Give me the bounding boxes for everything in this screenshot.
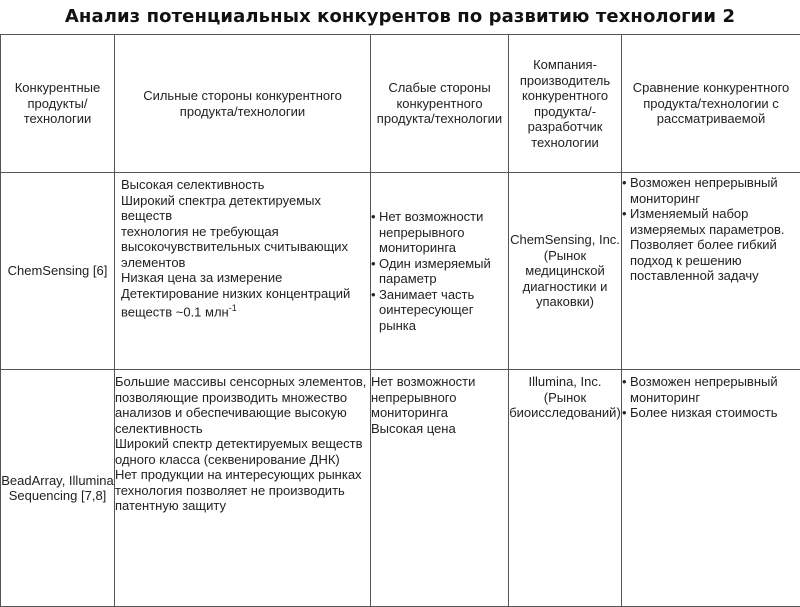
strength-item: Низкая цена за измерение (121, 270, 368, 286)
strength-item: Нет продукции на интересующих рынках (115, 467, 368, 483)
weaknesses-cell (371, 173, 509, 370)
comparison-item: • Более низкая стоимость (622, 405, 800, 421)
header-products: Конкурентные продукты/ технологии (1, 35, 115, 173)
strength-item: технология не требующая высокочувствительных считывающих элементов (121, 224, 368, 271)
strength-item: Большие массивы сенсорных элементов, позволяющие производить множество анализов и обеспечивающие высокую селективность (115, 374, 368, 436)
company-cell: Illumina, Inc.(Рынок биоисследований) (509, 370, 622, 607)
strengths-cell (115, 173, 371, 370)
header-weaknesses: Слабые стороны конкурентного продукта/технологии (371, 35, 509, 173)
strength-item: технология позволяет не производить патентную защиту (115, 483, 368, 514)
strength-item: Широкий спектр детектируемых веществ одного класса (секвенирование ДНК) (115, 436, 368, 467)
product-cell: ChemSensing [6] (1, 173, 115, 370)
header-company: Компания-производитель конкурентного продукта/-разработчик технологии (509, 35, 622, 173)
strength-item: Высокая селективность (121, 177, 368, 193)
table-row (1, 173, 800, 370)
weakness-item: Нет возможности непрерывного мониторинга (371, 374, 507, 421)
comparison-item: • Изменяемый набор измеряемых параметров. Позволяет более гибкий подход к решению поставленной задачу (622, 206, 800, 284)
header-comparison: Сравнение конкурентного продукта/технологии с рассматриваемой (622, 35, 800, 173)
header-row (1, 35, 800, 173)
comparison-item: • Возможен непрерывный мониторинг (622, 374, 800, 405)
comparison-cell (622, 370, 800, 607)
weakness-item: Высокая цена (371, 421, 507, 437)
competitor-table (0, 34, 800, 607)
weakness-item: • Один измеряемый параметр (371, 256, 507, 287)
weakness-item: • Нет возможности непрерывного мониторинга (371, 209, 507, 256)
product-cell: BeadArray, IlluminaSequencing [7,8] (1, 370, 115, 607)
header-strengths: Сильные стороны конкурентного продукта/технологии (115, 35, 371, 173)
company-cell: ChemSensing, Inc.(Рынок медицинской диагностики и упаковки) (509, 173, 622, 370)
table-row (1, 370, 800, 607)
strength-item: Широкий спектра детектируемых веществ (121, 193, 368, 224)
page-title: Анализ потенциальных конкурентов по развитию технологии 2 (0, 6, 800, 27)
strength-item: Детектирование низких концентраций веществ ~0.1 млн$^{-1}$ (121, 286, 368, 320)
weakness-item: • Занимает часть оинтересующег рынка (371, 287, 507, 334)
comparison-cell (622, 173, 800, 370)
comparison-item: • Возможен непрерывный мониторинг (622, 175, 800, 206)
weaknesses-cell (371, 370, 509, 607)
strengths-cell (115, 370, 371, 607)
superscript: -1 (229, 303, 237, 313)
